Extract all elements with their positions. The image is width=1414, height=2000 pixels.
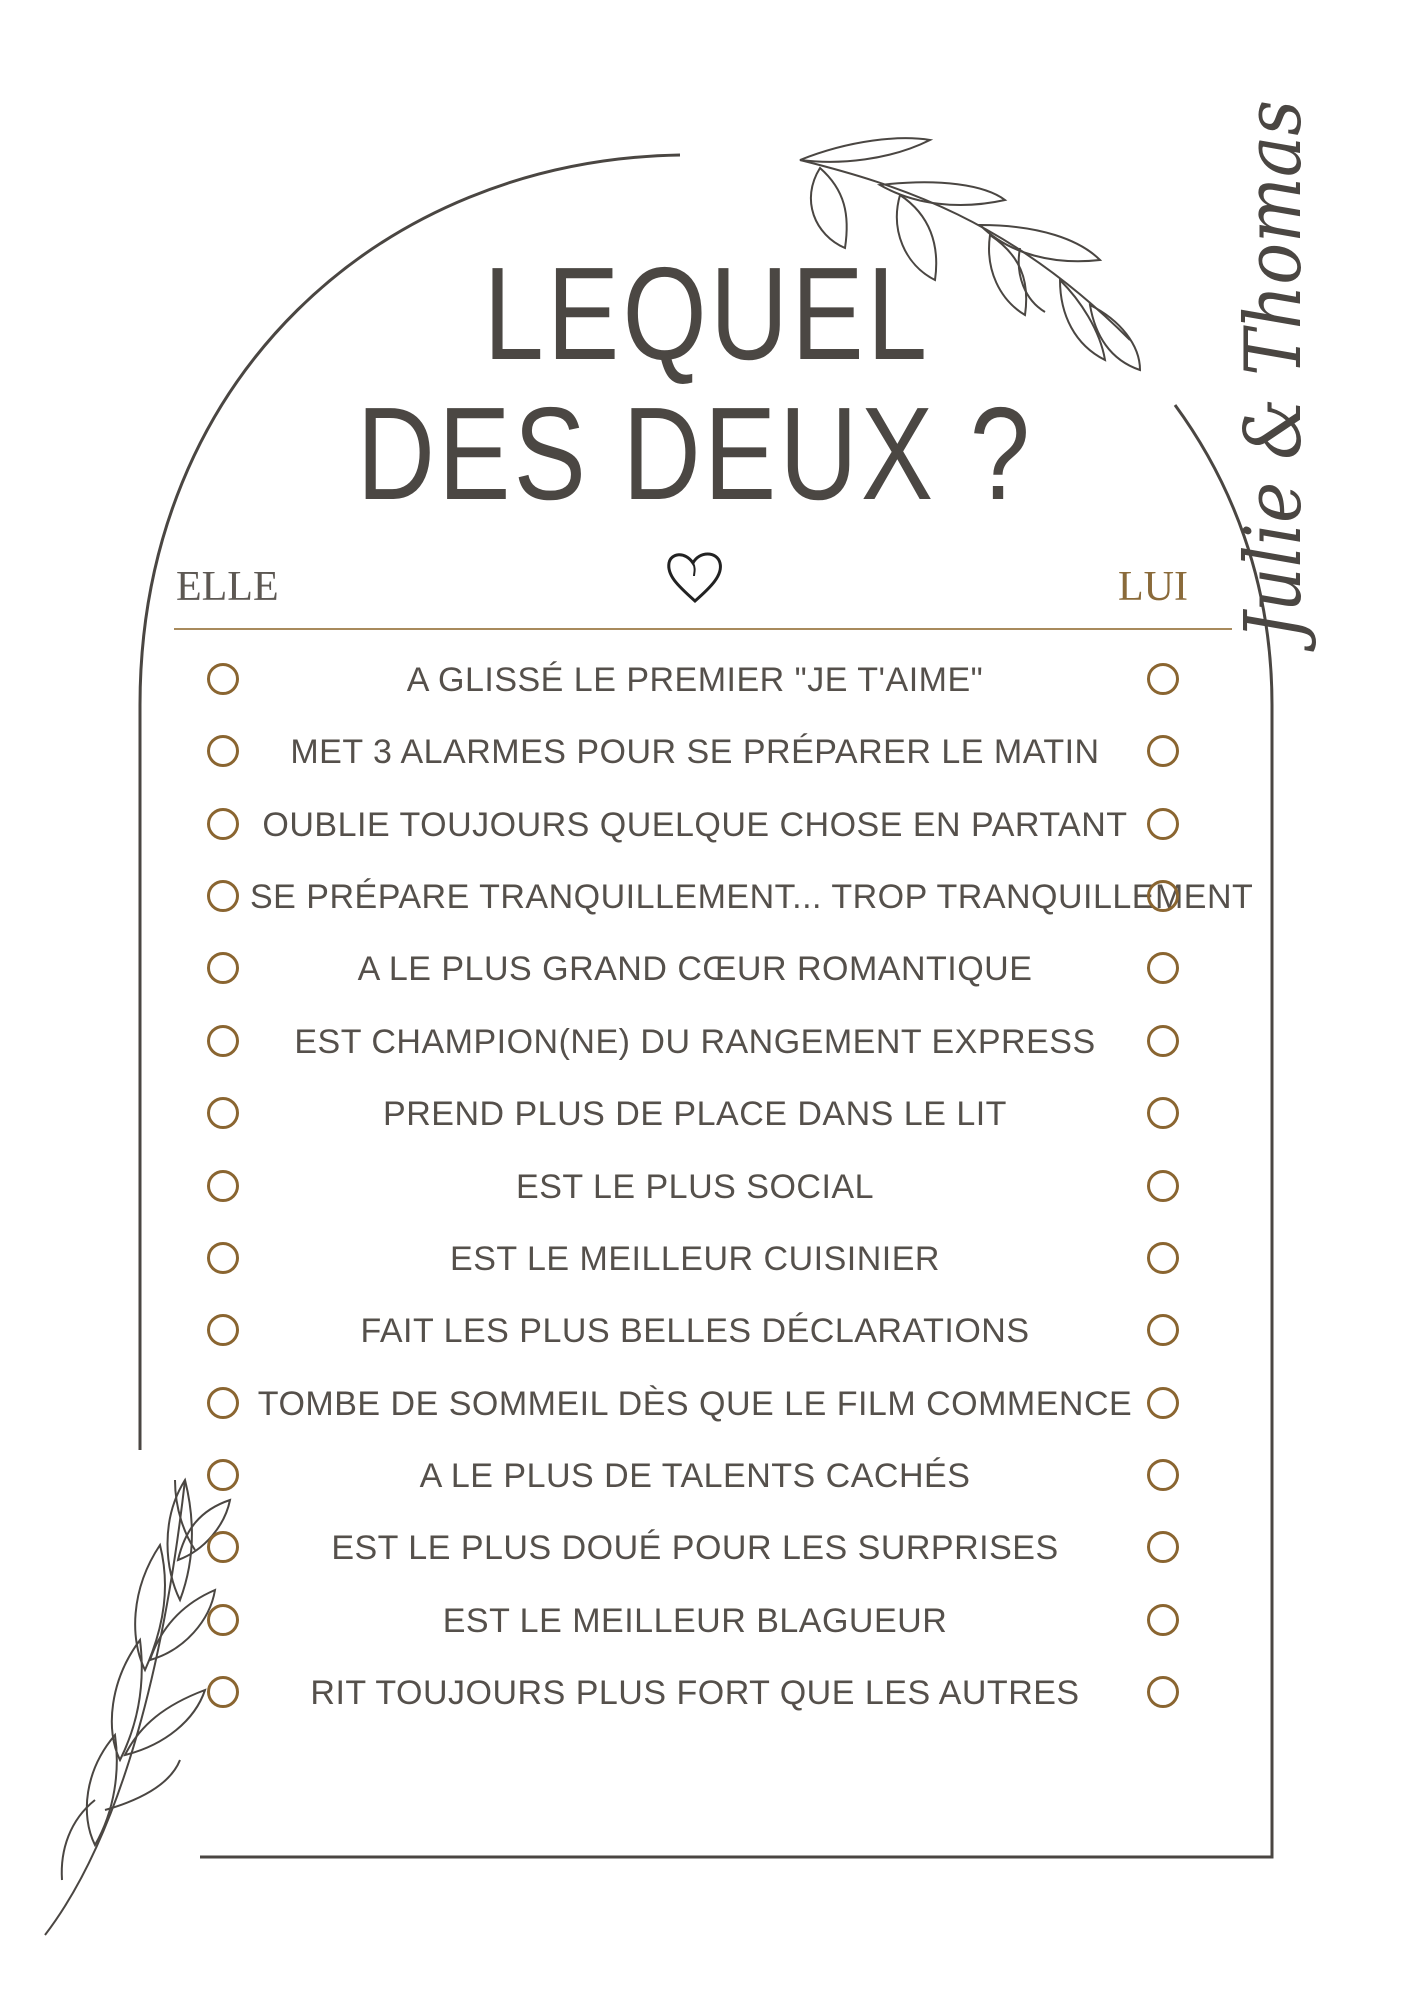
question-row (0, 800, 1414, 848)
question-row (0, 1017, 1414, 1065)
question-row (0, 1306, 1414, 1354)
question-row (0, 944, 1414, 992)
question-row (0, 1451, 1414, 1499)
question-text: TOMBE DE SOMMEIL DÈS QUE LE FILM COMMENCE (257, 1385, 1133, 1423)
question-row (0, 1379, 1414, 1427)
question-row (0, 1089, 1414, 1137)
checkbox-elle[interactable] (207, 1459, 239, 1491)
checkbox-elle[interactable] (207, 1531, 239, 1563)
checkbox-lui[interactable] (1147, 1025, 1179, 1057)
question-text: RIT TOUJOURS PLUS FORT QUE LES AUTRES (310, 1674, 1080, 1712)
svg-text:Julie & Thomas: Julie & Thomas (1229, 33, 1319, 640)
checkbox-elle[interactable] (207, 735, 239, 767)
question-text: EST LE MEILLEUR BLAGUEUR (442, 1602, 948, 1640)
question-text: EST LE PLUS SOCIAL (516, 1168, 874, 1206)
heart-icon (663, 545, 727, 609)
question-text: A GLISSÉ LE PREMIER "JE T'AIME" (406, 661, 984, 699)
header-divider (174, 628, 1232, 630)
checkbox-lui[interactable] (1147, 663, 1179, 695)
question-text: FAIT LES PLUS BELLES DÉCLARATIONS (360, 1312, 1030, 1350)
question-text: EST CHAMPION(NE) DU RANGEMENT EXPRESS (294, 1023, 1096, 1061)
checkbox-elle[interactable] (207, 1025, 239, 1057)
checkbox-elle[interactable] (207, 880, 239, 912)
checkbox-elle[interactable] (207, 1676, 239, 1708)
checkbox-lui[interactable] (1147, 1459, 1179, 1491)
question-row (0, 1668, 1414, 1716)
checkbox-lui[interactable] (1147, 1097, 1179, 1129)
checkbox-elle[interactable] (207, 1097, 239, 1129)
checkbox-lui[interactable] (1147, 880, 1179, 912)
question-row (0, 727, 1414, 775)
checkbox-lui[interactable] (1147, 1387, 1179, 1419)
checkbox-lui[interactable] (1147, 1314, 1179, 1346)
question-row (0, 1523, 1414, 1571)
checkbox-lui[interactable] (1147, 952, 1179, 984)
question-text: MET 3 ALARMES POUR SE PRÉPARER LE MATIN (290, 733, 1100, 771)
checkbox-elle[interactable] (207, 1242, 239, 1274)
question-row (0, 872, 1414, 920)
checkbox-lui[interactable] (1147, 1604, 1179, 1636)
page-title-line-1: LEQUEL (483, 240, 931, 387)
checkbox-elle[interactable] (207, 1604, 239, 1636)
question-text: A LE PLUS DE TALENTS CACHÉS (419, 1457, 971, 1495)
checkbox-lui[interactable] (1147, 808, 1179, 840)
checkbox-lui[interactable] (1147, 1242, 1179, 1274)
checkbox-lui[interactable] (1147, 735, 1179, 767)
checkbox-elle[interactable] (207, 808, 239, 840)
question-text: EST LE PLUS DOUÉ POUR LES SURPRISES (331, 1529, 1059, 1567)
column-label-elle: ELLE (176, 564, 279, 610)
checkbox-elle[interactable] (207, 663, 239, 695)
column-label-lui: LUI (1118, 564, 1188, 610)
question-text: OUBLIE TOUJOURS QUELQUE CHOSE EN PARTANT (262, 806, 1128, 844)
checkbox-lui[interactable] (1147, 1170, 1179, 1202)
checkbox-elle[interactable] (207, 1170, 239, 1202)
question-text: SE PRÉPARE TRANQUILLEMENT... TROP TRANQUILLEMENT (250, 878, 1254, 916)
question-row (0, 1596, 1414, 1644)
checkbox-lui[interactable] (1147, 1531, 1179, 1563)
checkbox-elle[interactable] (207, 1314, 239, 1346)
checkbox-elle[interactable] (207, 1387, 239, 1419)
question-text: EST LE MEILLEUR CUISINIER (450, 1240, 940, 1278)
question-row (0, 1162, 1414, 1210)
question-row (0, 1234, 1414, 1282)
question-text: PREND PLUS DE PLACE DANS LE LIT (383, 1095, 1007, 1133)
question-row (0, 655, 1414, 703)
checkbox-elle[interactable] (207, 952, 239, 984)
page-title-line-2: DES DEUX ? (356, 380, 1034, 527)
checkbox-lui[interactable] (1147, 1676, 1179, 1708)
question-text: A LE PLUS GRAND CŒUR ROMANTIQUE (357, 950, 1033, 988)
